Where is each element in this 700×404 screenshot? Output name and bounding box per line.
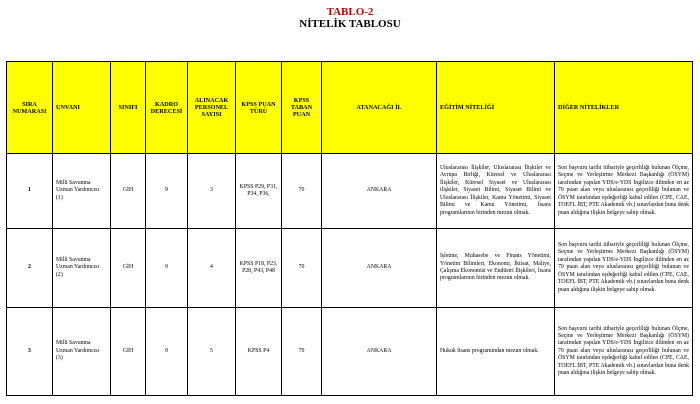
- table-row: [7, 154, 693, 229]
- cell-diger: Son başvuru tarihi itibariyle geçerliliği bulunan Ölçme, Seçme ve Yerleştirme Merkezi Başkanlığı (ÖSYM) tarafından yapılan YDS/e-YDS İngilizce dilinden en az 70 puan alan veya uluslararası geçerliliği bulunan ve ÖSYM tarafından eşdeğerliği kabul edilen (CPE, CAE, TOEFL İBT, PTE Akademik vb.) sınavlardan buna denk puan aldığına ilişkin belgeye sahip olmak.: [555, 308, 693, 396]
- cell-unvani: Milli Savunma Uzman Yardımcısı (1): [53, 154, 111, 229]
- header-egitim: EĞİTİM NİTELİĞİ: [437, 62, 555, 154]
- cell-diger: Son başvuru tarihi itibariyle geçerliliği bulunan Ölçme, Seçme ve Yerleştirme Merkezi Başkanlığı (ÖSYM) tarafından yapılan YDS/e-YDS İngilizce dilinden en az 70 puan alan veya uluslararası geçerliliği bulunan ve ÖSYM tarafından eşdeğerliği kabul edilen (CPE, CAE, TOEFL İBT, PTE Akademik vb.) sınavlardan buna denk puan aldığına ilişkin belgeye sahip olmak.: [555, 154, 693, 229]
- cell-kadro: 9: [146, 229, 188, 308]
- header-sira: SIRA NUMARASI: [7, 62, 53, 154]
- cell-sinifi: GİH: [111, 229, 146, 308]
- cell-alinacak: 3: [188, 154, 236, 229]
- cell-kadro: 9: [146, 308, 188, 396]
- table-row: [7, 229, 693, 308]
- cell-taban: 70: [282, 229, 322, 308]
- header-alinacak: ALINACAK PERSONEL SAYISI: [188, 62, 236, 154]
- cell-egitim: İşletme, Muhasebe ve Finans Yönetimi, Yönetim Bilimleri, Ekonomi, İktisat, Maliye, Çalışma Ekonomisi ve Endüstri İlişkileri, lisans programlarının birinden mezun olmak.: [437, 229, 555, 308]
- cell-sinifi: GİH: [111, 154, 146, 229]
- cell-atanacagi: ANKARA: [322, 229, 437, 308]
- header-puan-turu: KPSS PUAN TÜRÜ: [236, 62, 282, 154]
- header-kadro: KADRO DERECESİ: [146, 62, 188, 154]
- cell-alinacak: 4: [188, 229, 236, 308]
- cell-egitim: Hukuk lisans programından mezun olmak.: [437, 308, 555, 396]
- document-heading: [0, 6, 700, 30]
- cell-taban: 70: [282, 154, 322, 229]
- cell-atanacagi: ANKARA: [322, 154, 437, 229]
- cell-alinacak: 5: [188, 308, 236, 396]
- header-unvani: UNVANI: [53, 62, 111, 154]
- cell-atanacagi: ANKARA: [322, 308, 437, 396]
- cell-sinifi: GİH: [111, 308, 146, 396]
- qualification-table: [6, 61, 693, 396]
- cell-unvani: Milli Savunma Uzman Yardımcısı (2): [53, 229, 111, 308]
- cell-puan-turu: KPSS P4: [236, 308, 282, 396]
- cell-sira: 2: [7, 229, 53, 308]
- cell-taban: 70: [282, 308, 322, 396]
- header-atanacagi: ATANACAĞI İL: [322, 62, 437, 154]
- cell-puan-turu: KPSS P18, P23, P28, P43, P48: [236, 229, 282, 308]
- header-taban: KPSS TABAN PUAN: [282, 62, 322, 154]
- cell-egitim: Uluslararası İlişkiler, Uluslararası İlişkiler ve Avrupa Birliği, Küresel ve Uluslararası İlişkiler, Küresel Siyaset ve Uluslararası ilişkiler, Siyaset Bilimi, Siyaset Bilimi ve Uluslararası İlişkiler, Kamu Yönetimi, Siyaset Bilimi ve Kamu Yönetimi, lisans programlarının birinden mezun olmak.: [437, 154, 555, 229]
- cell-diger: Son başvuru tarihi itibariyle geçerliliği bulunan Ölçme, Seçme ve Yerleştirme Merkezi Başkanlığı (ÖSYM) tarafından yapılan YDS/e-YDS İngilizce dilinden en az 70 puan alan veya uluslararası geçerliliği bulunan ve ÖSYM tarafından eşdeğerliği kabul edilen (CPE, CAE, TOEFL İBT, PTE Akademik vb.) sınavlardan buna denk puan aldığına ilişkin belgeye sahip olmak.: [555, 229, 693, 308]
- cell-sira: 3: [7, 308, 53, 396]
- header-diger: DİĞER NİTELİKLER: [555, 62, 693, 154]
- cell-unvani: Milli Savunma Uzman Yardımcısı (3): [53, 308, 111, 396]
- header-sinifi: SINIFI: [111, 62, 146, 154]
- cell-sira: 1: [7, 154, 53, 229]
- table-row: [7, 308, 693, 396]
- cell-puan-turu: KPSS P29, P31, P34, P36,: [236, 154, 282, 229]
- table-header-row: [7, 62, 693, 154]
- document-subtitle: NİTELİK TABLOSU: [299, 18, 401, 30]
- cell-kadro: 9: [146, 154, 188, 229]
- document-title: TABLO-2: [326, 6, 374, 18]
